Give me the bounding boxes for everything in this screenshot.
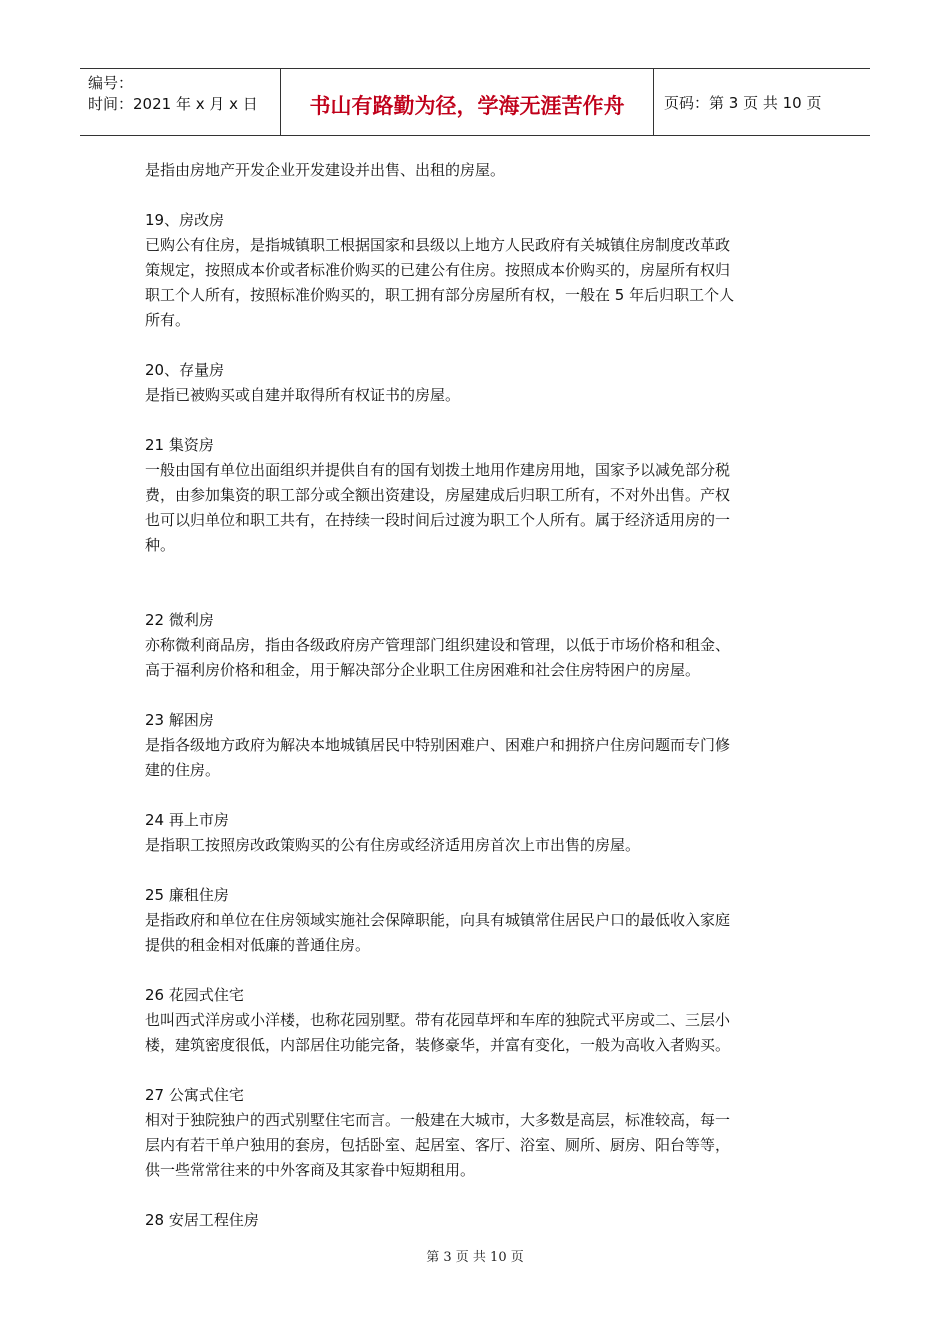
term-description-line: 所有。 (145, 311, 191, 329)
term-section (145, 1083, 805, 1183)
term-title: 25 廉租住房 (145, 886, 229, 904)
term-description-line: 亦称微利商品房，指由各级政府房产管理部门组织建设和管理，以低于市场价格和租金、 (145, 636, 731, 654)
term-section (145, 808, 805, 858)
term-title: 24 再上市房 (145, 811, 229, 829)
term-section (145, 883, 805, 958)
page-header (80, 68, 870, 136)
header-number-label: 编号： (88, 74, 134, 92)
term-description-line: 是指职工按照房改政策购买的公有住房或经济适用房首次上市出售的房屋。 (145, 836, 641, 854)
term-description-line: 一般由国有单位出面组织并提供自有的国有划拨土地用作建房用地，国家予以减免部分税 (145, 461, 731, 479)
header-time-label: 时间：2021 年 x 月 x 日 (88, 95, 258, 113)
term-description-line: 高于福利房价格和租金，用于解决部分企业职工住房困难和社会住房特困户的房屋。 (145, 661, 701, 679)
term-description-line: 层内有若干单户独用的套房，包括卧室、起居室、客厅、浴室、厕所、厨房、阳台等等， (145, 1136, 731, 1154)
term-title: 27 公寓式住宅 (145, 1086, 244, 1104)
term-description-line: 是指已被购买或自建并取得所有权证书的房屋。 (145, 386, 461, 404)
page-footer: 第 3 页 共 10 页 (426, 1250, 524, 1265)
term-description-line: 供一些常常往来的中外客商及其家眷中短期租用。 (145, 1161, 476, 1179)
term-section (145, 358, 805, 408)
term-sections (145, 208, 805, 1233)
term-section (145, 433, 805, 558)
term-title: 23 解困房 (145, 711, 214, 729)
term-description-line: 已购公有住房，是指城镇职工根据国家和县级以上地方人民政府有关城镇住房制度改革政 (145, 236, 731, 254)
term-title: 26 花园式住宅 (145, 986, 244, 1004)
term-title: 21 集资房 (145, 436, 214, 454)
intro-paragraph: 是指由房地产开发企业开发建设并出售、出租的房屋。 (145, 161, 506, 179)
term-description-line: 相对于独院独户的西式别墅住宅而言。一般建在大城市，大多数是高层，标准较高，每一 (145, 1111, 731, 1129)
term-section (145, 708, 805, 783)
term-title: 22 微利房 (145, 611, 214, 629)
term-section (145, 608, 805, 683)
term-description-line: 种。 (145, 536, 176, 554)
header-page-info: 页码：第 3 页 共 10 页 (664, 93, 822, 112)
term-section (145, 983, 805, 1058)
term-section (145, 208, 805, 333)
term-section (145, 1208, 805, 1233)
term-description-line: 职工个人所有，按照标准价购买的，职工拥有部分房屋所有权，一般在 5 年后归职工个人 (145, 286, 735, 304)
term-description-line: 建的住房。 (145, 761, 221, 779)
term-description-line: 也叫西式洋房或小洋楼，也称花园别墅。带有花园草坪和车库的独院式平房或二、三层小 (145, 1011, 731, 1029)
term-title: 28 安居工程住房 (145, 1211, 259, 1229)
term-title: 19、房改房 (145, 211, 225, 229)
header-meta (80, 69, 281, 135)
term-description-line: 楼，建筑密度很低，内部居住功能完备，装修豪华，并富有变化，一般为高收入者购买。 (145, 1036, 731, 1054)
term-description-line: 费，由参加集资的职工部分或全额出资建设，房屋建成后归职工所有，不对外出售。产权 (145, 486, 731, 504)
term-description-line: 也可以归单位和职工共有，在持续一段时间后过渡为职工个人所有。属于经济适用房的一 (145, 511, 731, 529)
header-motto: 书山有路勤为径，学海无涯苦作舟 (281, 69, 654, 135)
term-description-line: 策规定，按照成本价或者标准价购买的已建公有住房。按照成本价购买的，房屋所有权归 (145, 261, 731, 279)
document-body (145, 158, 805, 1233)
term-title: 20、存量房 (145, 361, 225, 379)
term-description-line: 提供的租金相对低廉的普通住房。 (145, 936, 371, 954)
term-description-line: 是指政府和单位在住房领域实施社会保障职能，向具有城镇常住居民户口的最低收入家庭 (145, 911, 731, 929)
term-description-line: 是指各级地方政府为解决本地城镇居民中特别困难户、困难户和拥挤户住房问题而专门修 (145, 736, 731, 754)
